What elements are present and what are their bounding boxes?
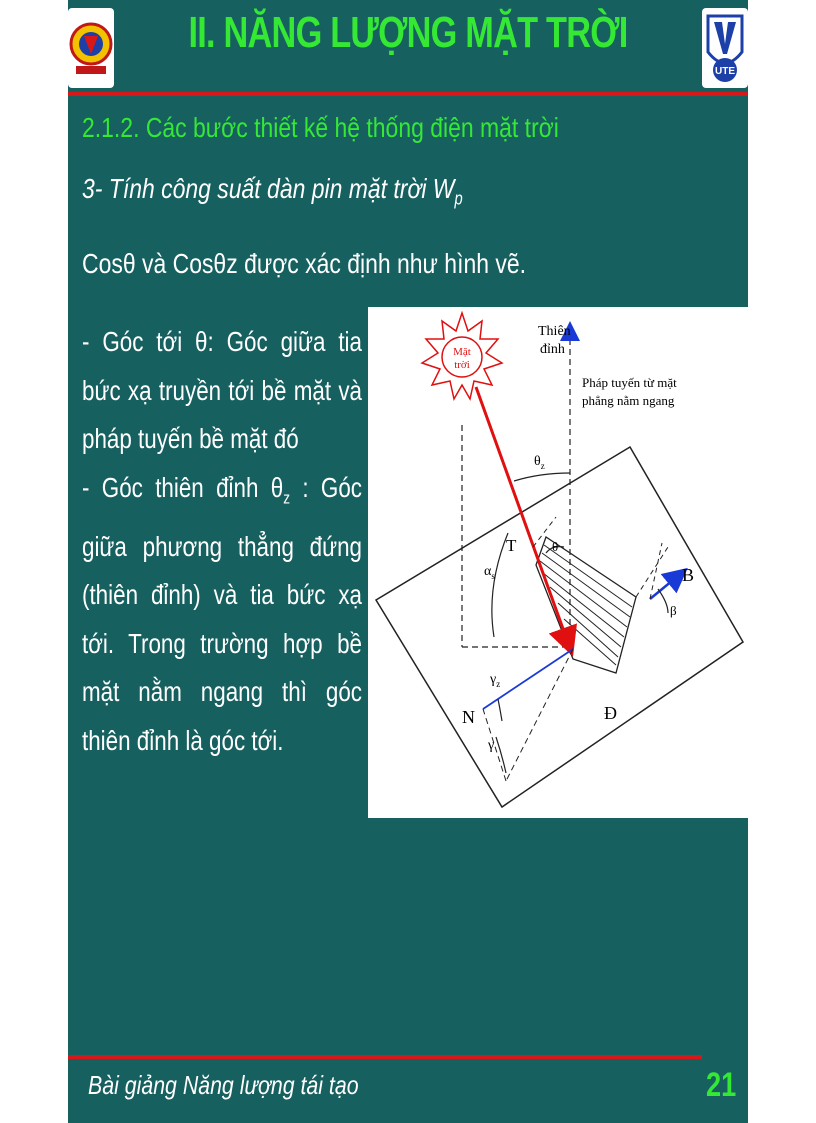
lecture-footer: Bài giảng Năng lượng tái tạo	[88, 1070, 359, 1100]
theta-label: θ	[552, 539, 559, 554]
step-heading-text: 3- Tính công suất dàn pin mặt trời W	[82, 173, 455, 204]
label-B: B	[682, 565, 695, 585]
beta-label: β	[670, 603, 677, 618]
intro-sentence: Cosθ và Cosθz được xác định như hình vẽ.	[82, 248, 527, 279]
ute-logo	[702, 8, 748, 88]
normal-label-line1: Pháp tuyến từ mặt	[582, 375, 677, 390]
section-subtitle: 2.1.2. Các bước thiết kế hệ thống điện mặt trời	[82, 112, 559, 143]
ute-logo-text: UTE	[715, 66, 735, 77]
university-emblem-logo	[68, 8, 114, 88]
label-D: Đ	[604, 703, 617, 723]
footer-divider	[68, 1055, 702, 1059]
page-title: II. NĂNG LƯỢNG MẶT TRỜI	[188, 8, 628, 57]
theta-z-arc	[514, 473, 570, 481]
label-N: N	[462, 707, 475, 727]
sun-label-line2: trời	[454, 359, 470, 371]
step-heading-subscript: p	[454, 188, 463, 209]
header-divider	[68, 92, 748, 96]
zenith-label-line2: đỉnh	[540, 342, 565, 357]
incidence-angle-definition: - Góc tới θ: Góc giữa tia bức xạ truyền tới bề mặt và pháp tuyến bề mặt đó	[82, 326, 362, 454]
zenith-label-line1: Thiên	[538, 324, 571, 339]
definition-text	[82, 318, 362, 765]
theta-z-label: $\theta_z$	[534, 454, 545, 471]
solar-angle-diagram	[368, 307, 748, 818]
gamma-arc	[496, 737, 506, 773]
sun-icon	[422, 313, 502, 399]
gamma-z-arc	[498, 699, 502, 721]
sun-label-line1: Mặt	[453, 346, 471, 358]
solar-ray	[476, 387, 571, 651]
page-number: 21	[706, 1066, 737, 1104]
zenith-angle-definition: - Góc thiên đỉnh $\theta_z$ : Góc giữa phương thẳng đứng (thiên đỉnh) và tia bức xạ tới. Trong trường hợp bề mặt nằm ngang thì góc thiên đỉnh là góc tới.	[82, 471, 362, 756]
normal-label-line2: phẳng nằm ngang	[582, 393, 675, 408]
collector-normal-arrow	[650, 571, 684, 599]
horizontal-plane	[376, 447, 743, 807]
azimuth-line	[506, 649, 573, 781]
step-heading	[82, 173, 463, 210]
tilted-collector	[536, 537, 636, 673]
label-T: T	[506, 536, 517, 555]
gamma-label: γ	[488, 738, 495, 753]
gamma-z-label: $\gamma_z$	[490, 672, 501, 689]
alpha-s-label: $\alpha_s$	[484, 564, 495, 581]
